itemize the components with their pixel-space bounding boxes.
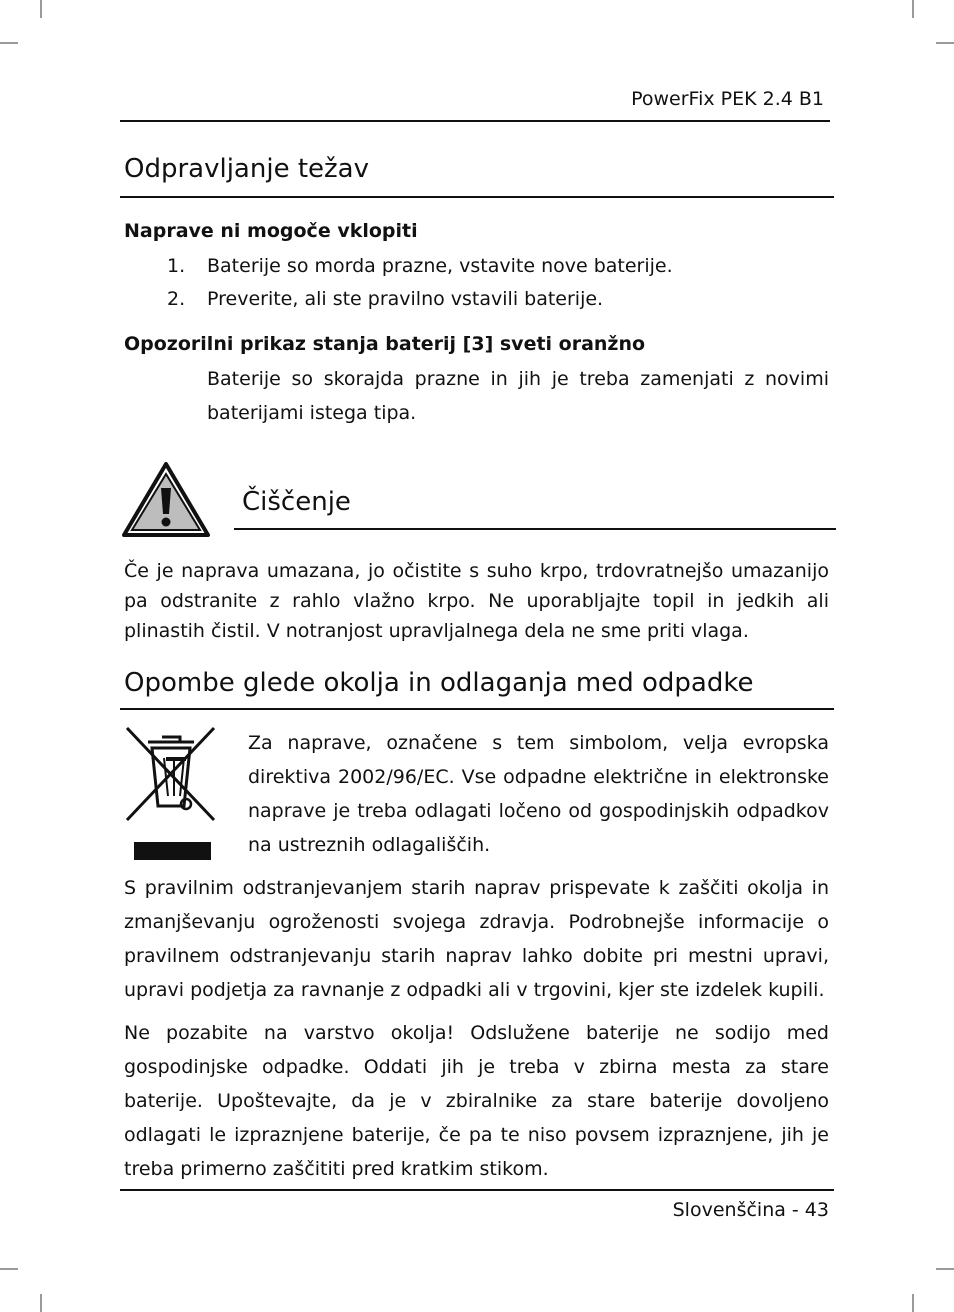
running-header: PowerFix PEK 2.4 B1	[631, 88, 824, 110]
list-text: Baterije so morda prazne, vstavite nove baterije.	[207, 255, 673, 277]
list-number: 2.	[167, 288, 186, 310]
crop-mark	[912, 1294, 914, 1312]
section-rule	[120, 708, 834, 710]
section-title-environment: Opombe glede okolja in odlaganja med odpadke	[124, 668, 754, 698]
crop-mark	[0, 1268, 18, 1270]
section-title-cleaning: Čiščenje	[242, 487, 351, 517]
weee-text: Za naprave, označene s tem simbolom, velja evropska direktiva 2002/96/EC. Vse odpadne električne in elektronske naprave je treba odlagati ločeno od gospodinjskih odpadkov na ustreznih odlagališčih.	[248, 732, 829, 856]
issue-text-battery-indicator: Baterije so skorajda prazne in jih je treba zamenjati z novimi baterijami istega tipa.	[207, 368, 829, 424]
section-title-troubleshooting: Odpravljanje težav	[124, 154, 369, 184]
list-item	[167, 288, 767, 314]
crop-mark	[912, 0, 914, 18]
crop-mark	[40, 0, 42, 18]
crossed-out-wheelie-bin-icon	[122, 724, 220, 864]
crop-mark	[936, 1268, 954, 1270]
section-rule	[120, 196, 834, 198]
list-item	[167, 255, 767, 281]
footer-rule	[120, 1189, 834, 1191]
crop-mark	[0, 42, 18, 44]
warning-triangle-icon	[122, 462, 210, 538]
environment-paragraph-1: S pravilnim odstranjevanjem starih naprav prispevate k zaščiti okolja in zmanjševanju ogroženosti svojega zdravja. Podrobnejše informacije o pravilnem odstranjevanju starih naprav lahko dobite pri mestni upravi, upravi podjetja za ravnanje z odpadki ali v trgovini, kjer ste izdelek kupili.	[124, 877, 829, 1001]
crop-mark	[40, 1294, 42, 1312]
header-rule	[120, 120, 830, 122]
list-text: Preverite, ali ste pravilno vstavili baterije.	[207, 288, 604, 310]
issue-heading-power: Naprave ni mogoče vklopiti	[124, 220, 418, 242]
crop-mark	[936, 42, 954, 44]
environment-paragraph-2: Ne pozabite na varstvo okolja! Odslužene baterije ne sodijo med gospodinjske odpadke. Oddati jih je treba v zbirna mesta za stare baterije. Upoštevajte, da je v zbiralnike za stare baterije dovoljeno odlagati le izpraznjene baterije, če pa te niso povsem izpraznjene, jih je treba primerno zaščititi pred kratkim stikom.	[124, 1022, 829, 1180]
list-number: 1.	[167, 255, 186, 277]
issue-heading-battery-indicator: Opozorilni prikaz stanja baterij [3] sveti oranžno	[124, 333, 646, 355]
section-rule	[234, 528, 836, 530]
cleaning-text: Če je naprava umazana, jo očistite s suho krpo, trdovratnejšo umazanijo pa odstranite z rahlo vlažno krpo. Ne uporabljajte topil in jedkih ali plinastih čistil. V notranjost upravljalnega dela ne sme priti vlaga.	[124, 560, 829, 642]
page-footer: Slovenščina - 43	[672, 1199, 829, 1221]
